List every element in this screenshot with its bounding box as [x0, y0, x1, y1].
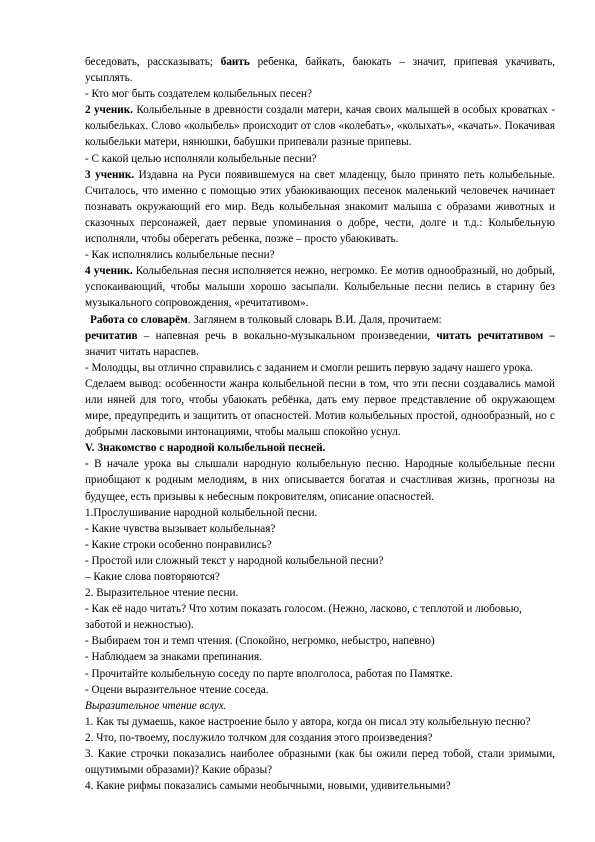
list-item: 2. Выразительное чтение песни. — [85, 587, 239, 600]
section-heading: V. Знакомство с народной колыбельной песней. — [85, 442, 326, 455]
aloud-reading-heading: Выразительное чтение вслух. — [85, 699, 227, 712]
question-item: 3. Какие строчки показались наиболее образными (как бы ожили перед тобой, стали зримыми, ощутимыми образами)? Какие образы? — [85, 748, 555, 777]
student-4-answer: 4 ученик. Колыбельная песня исполняется нежно, негромко. Ее мотив однообразный, но добрый, успокаивающий, чтобы малыши хорошо засыпали. Колыбельные песни пелись в старину без музыкального сопровождения, «речитативом». — [85, 265, 555, 310]
student-2-answer: 2 ученик. Колыбельные в древности создали матери, качая своих малышей в особых кроватках - колыбельках. Слово «колыбель» происходит от слов «колебать», «колыхать», «качать». Покачивая колыбельки матери, нянюшки, бабушки припевали разные припевы. — [85, 104, 555, 149]
question-how: - Как исполнялись колыбельные песни? — [85, 249, 275, 262]
question-item: 4. Какие рифмы показались самыми необычными, новыми, удивительными? — [85, 780, 451, 793]
student-label: 4 ученик. — [85, 265, 133, 278]
student-label: 3 ученик. — [85, 168, 135, 181]
list-item: - Какие чувства вызывает колыбельная? — [85, 522, 276, 535]
list-item: - Как её надо читать? Что хотим показать голосом. (Нежно, ласково, с теплотой и любовью, заботой и нежностью). — [85, 603, 522, 632]
list-item: – Какие слова повторяются? — [85, 571, 220, 583]
conclusion-text: Сделаем вывод: особенности жанра колыбельной песни в том, что эти песни создавались мамой или няней для того, чтобы убаюкать ребёнка, дать ему первое представление об окружающем мире, предупредить и защитить от опасностей. Мотив колыбельных простой, однообразный, но с добрыми ласковыми интонациями, чтобы малыш спокойно уснул. — [85, 377, 555, 439]
question-who: - Кто мог быть создателем колыбельных песен? — [85, 88, 312, 101]
dictionary-task: Работа со словарём. Заглянем в толковый словарь В.И. Даля, прочитаем: — [90, 313, 442, 326]
paragraph-continuation: беседовать, рассказывать; баить ребенка, байкать, баюкать – значит, припевая укачивать, усыплять. — [85, 56, 555, 85]
student-label: 2 ученик. — [85, 104, 133, 117]
definition-term: речитатив — [85, 329, 138, 342]
list-item: - Простой или сложный текст у народной колыбельной песни? — [85, 554, 384, 567]
document-page — [85, 54, 555, 794]
question-item: 1. Как ты думаешь, какое настроение было у автора, когда он писал эту колыбельную песню? — [85, 715, 531, 728]
question-purpose: - С какой целью исполняли колыбельные песни? — [85, 152, 317, 165]
list-item: - Выбираем тон и темп чтения. (Спокойно, негромко, небыстро, напевно) — [85, 635, 435, 648]
question-item: 2. Что, по-твоему, послужило толчком для создания этого произведения? — [85, 731, 433, 744]
list-item: - Какие строки особенно понравились? — [85, 538, 272, 551]
definition-term-2: читать речитативом – — [436, 329, 555, 342]
list-item: - Прочитайте колыбельную соседу по парте вполголоса, работая по Памятке. — [85, 667, 453, 680]
list-item: 1.Прослушивание народной колыбельной песни. — [85, 506, 318, 519]
term-bait: баить — [220, 56, 250, 68]
section-intro: - В начале урока вы слышали народную колыбельную песню. Народные колыбельные песни приобщают к родным мелодиям, в них описывается богатая и счастливая жизнь, прогнозы на будущее, есть призывы к небесным покровителям, описание опасностей. — [85, 458, 555, 503]
praise-text: - Молодцы, вы отлично справились с заданием и смогли решить первую задачу нашего урока. — [85, 361, 533, 374]
dictionary-label: Работа со словарём — [90, 313, 188, 326]
list-item: - Наблюдаем за знаками препинания. — [85, 651, 262, 664]
list-item: - Оцени выразительное чтение соседа. — [85, 683, 269, 696]
definition-recitative: речитатив – напевная речь в вокально-музыкальном произведении, читать речитативом – значит читать нараспев. — [85, 329, 555, 358]
student-3-answer: 3 ученик. Издавна на Руси появившемуся на свет младенцу, было принято петь колыбельные. Считалось, что именно с помощью этих убаюкивающих песенок маленький человечек начинает познавать окружающий его мир. Ведь колыбельная знакомит малыша с образами животных и сказочных персонажей, дает первые упоминания о добре, чести, долге и т.д.: Колыбельную исполняли, чтобы оберегать ребенка, позже – просто убаюкивать. — [85, 168, 555, 246]
